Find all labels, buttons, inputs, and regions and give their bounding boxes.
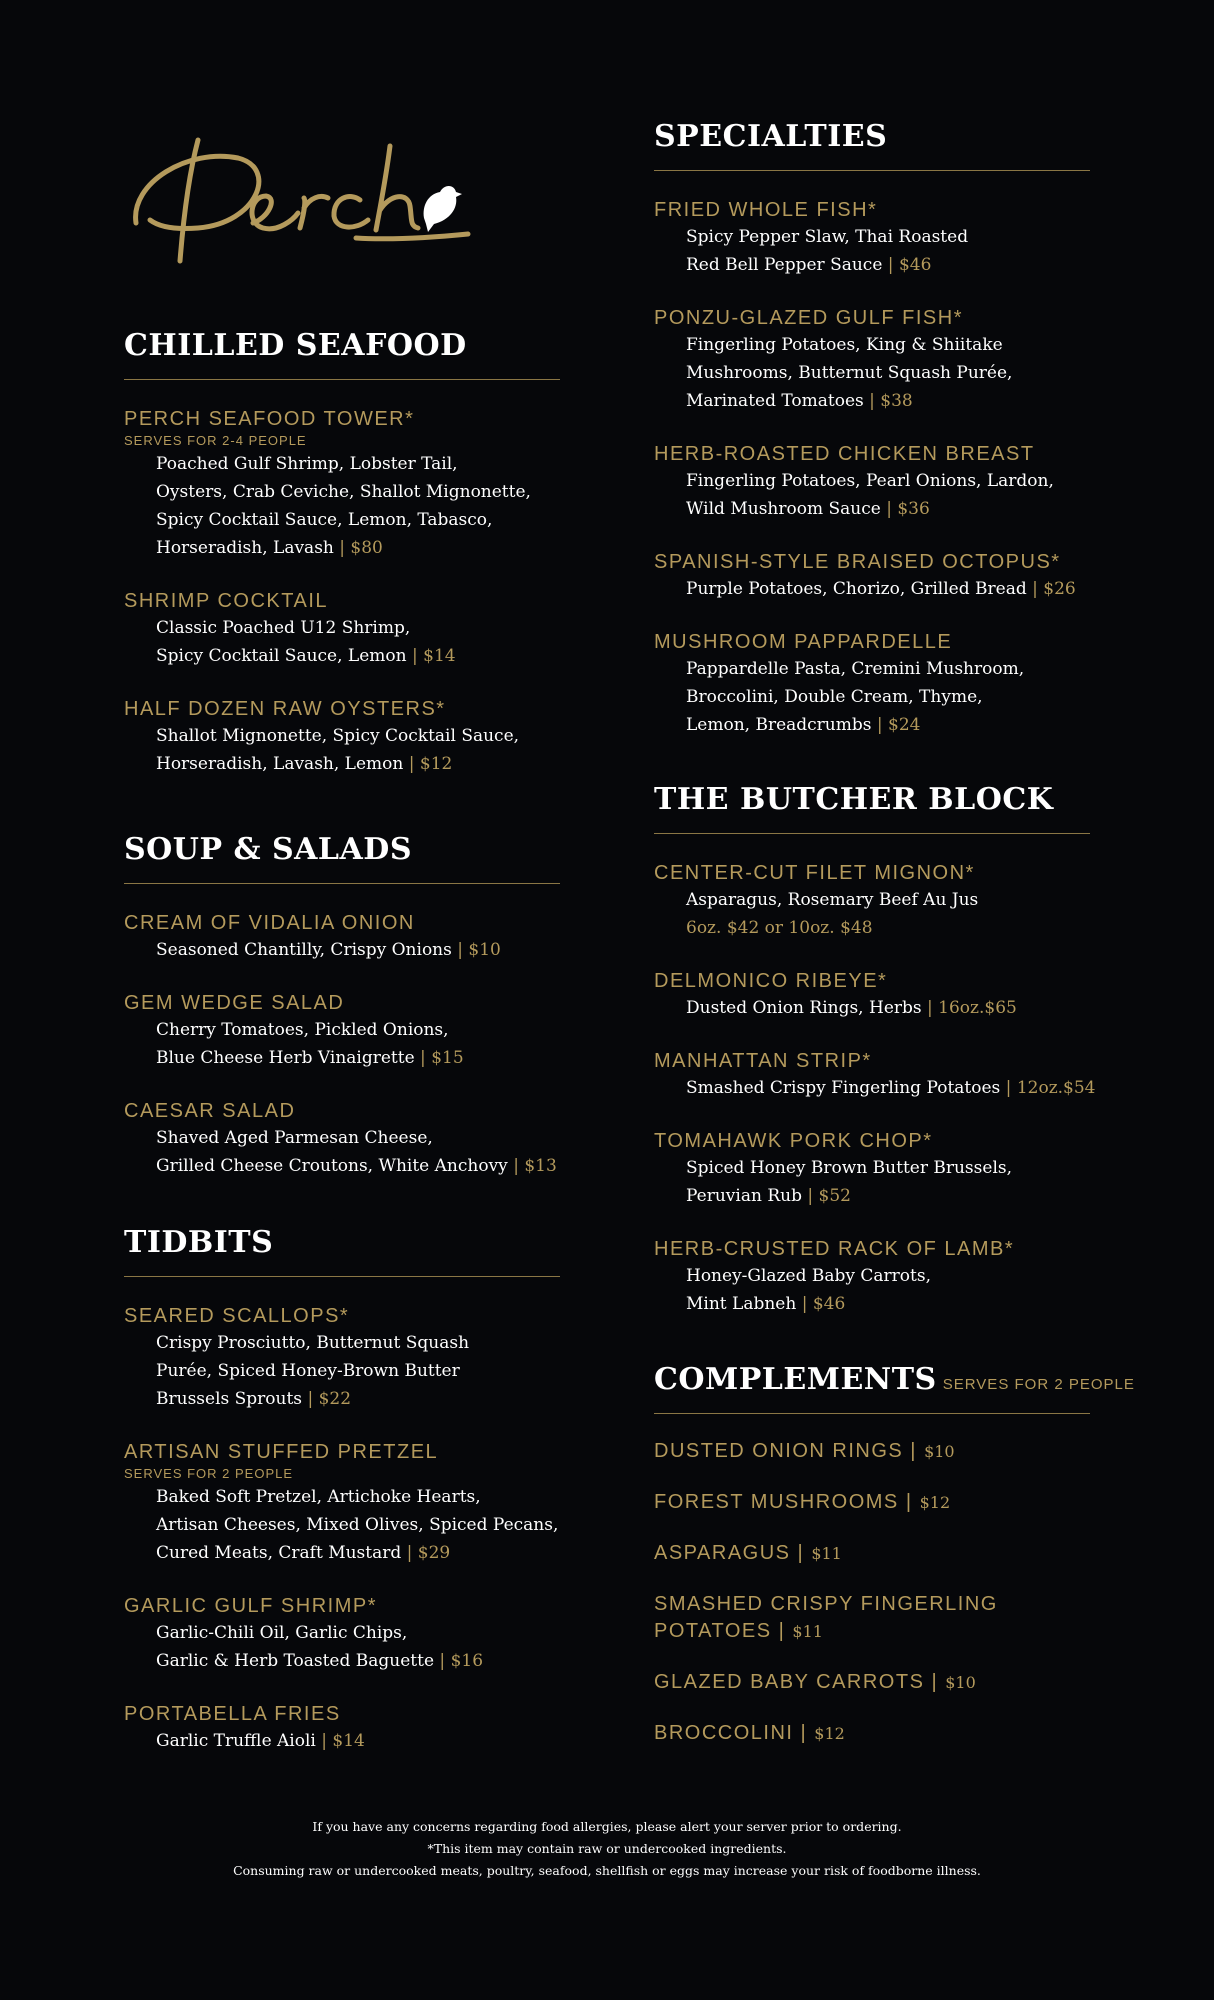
- section-title: SOUP & SALADS: [124, 832, 412, 867]
- item-description: [156, 1329, 560, 1413]
- item-description: [686, 467, 1090, 523]
- section-chilled-seafood: [124, 326, 560, 778]
- item-price: $80: [350, 538, 383, 558]
- complement-price: $12: [919, 1493, 951, 1512]
- item-serves: SERVES FOR 2-4 PEOPLE: [124, 433, 307, 448]
- section-title: [654, 1360, 1135, 1400]
- complement-line: [654, 1540, 1090, 1567]
- item-name: SEARED SCALLOPS*: [124, 1305, 350, 1327]
- description-line: [686, 683, 1090, 711]
- item-description: [686, 223, 1090, 279]
- item-description: [156, 1483, 560, 1567]
- section-butcher-block: [654, 780, 1096, 1318]
- section-subtitle: SERVES FOR 2 PEOPLE: [942, 1376, 1135, 1393]
- item-price: 6oz. $42 or 10oz. $48: [686, 918, 873, 938]
- item-price: $29: [417, 1543, 451, 1563]
- item-price: $38: [880, 391, 913, 411]
- footer-line: Consuming raw or undercooked meats, poultry, seafood, shellfish or eggs may increase your risk of foodborne illness.: [233, 1863, 981, 1878]
- menu-item: [654, 1236, 1090, 1318]
- description-text: Smashed Crispy Fingerling Potatoes: [686, 1078, 1001, 1098]
- description-line: [156, 1647, 560, 1675]
- price-separator: |: [414, 1048, 432, 1068]
- complement-line: [654, 1591, 1090, 1618]
- section-divider: [654, 833, 1090, 834]
- section-title: THE BUTCHER BLOCK: [654, 782, 1054, 817]
- item-serves: SERVES FOR 2 PEOPLE: [124, 1466, 294, 1481]
- description-line: [156, 1016, 560, 1044]
- item-description: [156, 1727, 560, 1755]
- section-soup-salads: [124, 830, 560, 1180]
- complement-line: [654, 1720, 1090, 1747]
- menu-items: [124, 1303, 560, 1755]
- complement-price: $11: [811, 1544, 842, 1563]
- complement-price: $10: [945, 1673, 976, 1692]
- complement-price: $11: [792, 1622, 823, 1641]
- menu-items: [654, 197, 1090, 739]
- description-text: Spiced Honey Brown Butter Brussels,: [686, 1158, 1013, 1178]
- menu-items: [124, 910, 560, 1180]
- menu-item: [124, 406, 560, 562]
- item-description: [156, 1124, 560, 1180]
- footer-line: *This item may contain raw or undercooked ingredients.: [427, 1841, 787, 1856]
- description-text: Marinated Tomatoes: [686, 391, 864, 411]
- description-text: Horseradish, Lavash, Lemon: [156, 754, 404, 774]
- item-name: HERB-CRUSTED RACK OF LAMB*: [654, 1238, 1015, 1260]
- price-separator: |: [796, 1294, 813, 1314]
- price-separator: |: [863, 391, 881, 411]
- menu-item: [124, 990, 560, 1072]
- description-text: Seasoned Chantilly, Crispy Onions: [156, 940, 452, 960]
- description-text: Shaved Aged Parmesan Cheese,: [156, 1128, 433, 1148]
- description-line: [686, 711, 1090, 739]
- description-text: Crispy Prosciutto, Butternut Squash: [156, 1333, 470, 1353]
- description-line: [156, 1124, 560, 1152]
- item-description: [156, 1016, 560, 1072]
- description-line: [686, 575, 1090, 603]
- description-line: [156, 1727, 560, 1755]
- section-title: CHILLED SEAFOOD: [124, 328, 467, 363]
- description-text: Blue Cheese Herb Vinaigrette: [156, 1048, 415, 1068]
- description-text: Purple Potatoes, Chorizo, Grilled Bread: [686, 579, 1027, 599]
- price-separator: |: [507, 1156, 525, 1176]
- description-text: Red Bell Pepper Sauce: [686, 255, 883, 275]
- price-separator: |: [903, 1440, 925, 1462]
- description-line: [686, 1154, 1090, 1182]
- item-price: $10: [468, 940, 501, 960]
- section-tidbits: [124, 1223, 560, 1755]
- menu-item: [124, 1439, 560, 1567]
- item-description: [156, 1619, 560, 1675]
- menu-item: [654, 549, 1090, 603]
- perch-logo-graphic: [128, 128, 473, 273]
- item-description: [156, 722, 560, 778]
- perch-logo: [128, 128, 473, 273]
- item-price: $22: [318, 1389, 352, 1409]
- complement-line: [654, 1669, 1090, 1696]
- description-text: Spicy Pepper Slaw, Thai Roasted: [686, 227, 969, 247]
- item-description: [686, 575, 1090, 603]
- description-line: [686, 331, 1090, 359]
- section-title-text: COMPLEMENTS: [654, 1362, 937, 1397]
- item-description: [156, 450, 560, 562]
- item-name: GARLIC GULF SHRIMP*: [124, 1595, 377, 1617]
- complement-item: [654, 1540, 1090, 1567]
- section-specialties: [654, 117, 1090, 739]
- description-text: Garlic & Herb Toasted Baguette: [156, 1651, 435, 1671]
- description-text: Poached Gulf Shrimp, Lobster Tail,: [156, 454, 458, 474]
- description-text: Mint Labneh: [686, 1294, 797, 1314]
- menu-item: [124, 910, 560, 964]
- description-text: Purée, Spiced Honey-Brown Butter: [156, 1361, 460, 1381]
- item-name: PORTABELLA FRIES: [124, 1703, 341, 1725]
- item-name: MANHATTAN STRIP*: [654, 1050, 872, 1072]
- description-line: [156, 1357, 560, 1385]
- price-separator: |: [882, 255, 899, 275]
- description-text: Garlic Truffle Aioli: [156, 1731, 316, 1751]
- description-text: Wild Mushroom Sauce: [686, 499, 881, 519]
- description-text: Classic Poached U12 Shrimp,: [156, 618, 411, 638]
- menu-item: [654, 860, 1090, 942]
- item-name: ARTISAN STUFFED PRETZEL: [124, 1441, 439, 1463]
- description-text: Baked Soft Pretzel, Artichoke Hearts,: [156, 1487, 481, 1507]
- menu-item: [654, 197, 1090, 279]
- description-line: [156, 750, 560, 778]
- item-price: $52: [818, 1186, 851, 1206]
- price-separator: |: [880, 499, 898, 519]
- description-text: Spicy Cocktail Sauce, Lemon: [156, 646, 407, 666]
- menu-item: [124, 1098, 560, 1180]
- item-name: CENTER-CUT FILET MIGNON*: [654, 862, 975, 884]
- complement-line: [654, 1438, 1090, 1465]
- item-price: $46: [812, 1294, 846, 1314]
- item-description: [686, 994, 1090, 1022]
- description-text: Honey-Glazed Baby Carrots,: [686, 1266, 931, 1286]
- item-description: [686, 655, 1090, 739]
- complement-item: [654, 1720, 1090, 1747]
- price-separator: |: [451, 940, 469, 960]
- price-separator: |: [403, 754, 420, 774]
- item-name: CAESAR SALAD: [124, 1100, 296, 1122]
- complement-name: DUSTED ONION RINGS: [654, 1440, 904, 1462]
- complements-list: [654, 1438, 1090, 1747]
- item-name: PONZU-GLAZED GULF FISH*: [654, 307, 963, 329]
- menu-item: [124, 1701, 560, 1755]
- item-description: [686, 1074, 1096, 1102]
- description-text: Garlic-Chili Oil, Garlic Chips,: [156, 1623, 408, 1643]
- complement-item: [654, 1669, 1090, 1696]
- item-price: $15: [431, 1048, 464, 1068]
- complement-line: [654, 1618, 1090, 1645]
- menu-item: [654, 305, 1090, 415]
- description-line: [156, 478, 560, 506]
- section-divider: [124, 1276, 560, 1277]
- bird-icon: [424, 186, 462, 232]
- description-line: [686, 387, 1090, 415]
- item-description: [686, 331, 1090, 415]
- section-divider: [654, 170, 1090, 171]
- description-text: Broccolini, Double Cream, Thyme,: [686, 687, 983, 707]
- menu-item: [654, 441, 1090, 523]
- item-price: $13: [524, 1156, 557, 1176]
- description-line: [156, 1511, 560, 1539]
- price-separator: |: [921, 998, 939, 1018]
- item-price: 12oz.$54: [1016, 1078, 1096, 1098]
- description-text: Asparagus, Rosemary Beef Au Jus: [686, 890, 979, 910]
- menu-item: [654, 1048, 1096, 1102]
- item-name: HALF DOZEN RAW OYSTERS*: [124, 698, 446, 720]
- item-name: SPANISH-STYLE BRAISED OCTOPUS*: [654, 551, 1061, 573]
- price-separator: |: [801, 1186, 819, 1206]
- menu-item: [654, 629, 1090, 739]
- description-line: [156, 722, 560, 750]
- price-separator: |: [790, 1542, 812, 1564]
- price-separator: |: [771, 1620, 793, 1642]
- section-complements: [654, 1360, 1135, 1747]
- description-text: Lemon, Breadcrumbs: [686, 715, 872, 735]
- menu-item: [124, 696, 560, 778]
- description-text: Oysters, Crab Ceviche, Shallot Mignonette,: [156, 482, 531, 502]
- description-line: [686, 655, 1090, 683]
- item-name: CREAM OF VIDALIA ONION: [124, 912, 415, 934]
- menu-item: [124, 1593, 560, 1675]
- item-name: HERB-ROASTED CHICKEN BREAST: [654, 443, 1035, 465]
- description-line: [156, 1539, 560, 1567]
- description-line: [156, 1483, 560, 1511]
- description-line: [156, 1619, 560, 1647]
- description-line: [686, 495, 1090, 523]
- item-price: $14: [332, 1731, 365, 1751]
- section-title: SPECIALTIES: [654, 119, 888, 154]
- description-text: Cherry Tomatoes, Pickled Onions,: [156, 1020, 449, 1040]
- description-line: [156, 1329, 560, 1357]
- item-description: [686, 1154, 1090, 1210]
- complement-item: [654, 1438, 1090, 1465]
- price-separator: |: [333, 538, 351, 558]
- footer-line: If you have any concerns regarding food allergies, please alert your server prior to ordering.: [312, 1819, 902, 1834]
- description-text: Shallot Mignonette, Spicy Cocktail Sauce,: [156, 726, 520, 746]
- description-line: [156, 534, 560, 562]
- item-price: $14: [423, 646, 456, 666]
- menu-item: [654, 1128, 1090, 1210]
- complement-name: FOREST MUSHROOMS: [654, 1491, 899, 1513]
- description-line: [156, 506, 560, 534]
- menu-items: [124, 406, 560, 778]
- price-separator: |: [793, 1722, 815, 1744]
- complement-name: GLAZED BABY CARROTS: [654, 1671, 925, 1693]
- price-separator: |: [406, 646, 424, 666]
- description-text: Cured Meats, Craft Mustard: [156, 1543, 402, 1563]
- section-divider: [124, 883, 560, 884]
- description-line: [156, 614, 560, 642]
- description-text: Artisan Cheeses, Mixed Olives, Spiced Pecans,: [156, 1515, 559, 1535]
- item-description: [686, 886, 1090, 942]
- item-description: [156, 614, 560, 670]
- menu-item: [124, 1303, 560, 1413]
- item-price: $46: [898, 255, 932, 275]
- description-line: [686, 994, 1090, 1022]
- description-line: [156, 1385, 560, 1413]
- description-line: [156, 1152, 560, 1180]
- description-text: Grilled Cheese Croutons, White Anchovy: [156, 1156, 508, 1176]
- item-price: $12: [419, 754, 453, 774]
- price-separator: |: [1000, 1078, 1017, 1098]
- section-divider: [124, 379, 560, 380]
- item-name: TOMAHAWK PORK CHOP*: [654, 1130, 933, 1152]
- complement-price: $10: [924, 1442, 955, 1461]
- item-description: [156, 936, 560, 964]
- complement-line: [654, 1489, 1090, 1516]
- complement-name: BROCCOLINI: [654, 1722, 794, 1744]
- item-price: $26: [1043, 579, 1076, 599]
- item-price: 16oz.$65: [938, 998, 1017, 1018]
- price-separator: |: [898, 1491, 920, 1513]
- description-text: Horseradish, Lavash: [156, 538, 334, 558]
- price-separator: |: [871, 715, 889, 735]
- item-name: SHRIMP COCKTAIL: [124, 590, 329, 612]
- complement-name: ASPARAGUS: [654, 1542, 791, 1564]
- menu-items: [654, 860, 1096, 1318]
- item-description: [686, 1262, 1090, 1318]
- complement-price: $12: [814, 1724, 845, 1743]
- description-line: [156, 450, 560, 478]
- item-name: FRIED WHOLE FISH*: [654, 199, 878, 221]
- description-line: [156, 642, 560, 670]
- item-price: $16: [450, 1651, 484, 1671]
- description-text: Dusted Onion Rings, Herbs: [686, 998, 922, 1018]
- menu-item: [654, 968, 1090, 1022]
- menu-item: [124, 588, 560, 670]
- description-line: [156, 936, 560, 964]
- description-line: [686, 886, 1090, 914]
- section-title: TIDBITS: [124, 1225, 274, 1260]
- complement-name: SMASHED CRISPY FINGERLING: [654, 1593, 998, 1615]
- item-price: $24: [888, 715, 921, 735]
- description-line: [686, 1074, 1096, 1102]
- description-text: Spicy Cocktail Sauce, Lemon, Tabasco,: [156, 510, 493, 530]
- item-price: $36: [897, 499, 930, 519]
- description-text: Fingerling Potatoes, Pearl Onions, Lardon,: [686, 471, 1054, 491]
- allergy-footer: [0, 1816, 1214, 1882]
- price-separator: |: [401, 1543, 418, 1563]
- description-text: Pappardelle Pasta, Cremini Mushroom,: [686, 659, 1025, 679]
- price-separator: |: [1026, 579, 1044, 599]
- description-line: [156, 1044, 560, 1072]
- description-text: Fingerling Potatoes, King & Shiitake: [686, 335, 1003, 355]
- item-name: MUSHROOM PAPPARDELLE: [654, 631, 953, 653]
- description-text: Brussels Sprouts: [156, 1389, 303, 1409]
- description-line: [686, 223, 1090, 251]
- item-name: GEM WEDGE SALAD: [124, 992, 345, 1014]
- price-separator: |: [302, 1389, 319, 1409]
- description-line: [686, 1262, 1090, 1290]
- price-separator: |: [924, 1671, 946, 1693]
- description-line: [686, 467, 1090, 495]
- description-text: Peruvian Rub: [686, 1186, 802, 1206]
- complement-item: [654, 1489, 1090, 1516]
- description-line: [686, 1182, 1090, 1210]
- section-divider: [654, 1413, 1090, 1414]
- item-name: PERCH SEAFOOD TOWER*: [124, 408, 415, 430]
- complement-name: POTATOES: [654, 1620, 772, 1642]
- item-name: DELMONICO RIBEYE*: [654, 970, 888, 992]
- description-line: [686, 1290, 1090, 1318]
- description-line: [686, 359, 1090, 387]
- complement-item: [654, 1591, 1090, 1645]
- price-separator: |: [315, 1731, 333, 1751]
- description-line: [686, 251, 1090, 279]
- price-separator: |: [434, 1651, 451, 1671]
- description-text: Mushrooms, Butternut Squash Purée,: [686, 363, 1013, 383]
